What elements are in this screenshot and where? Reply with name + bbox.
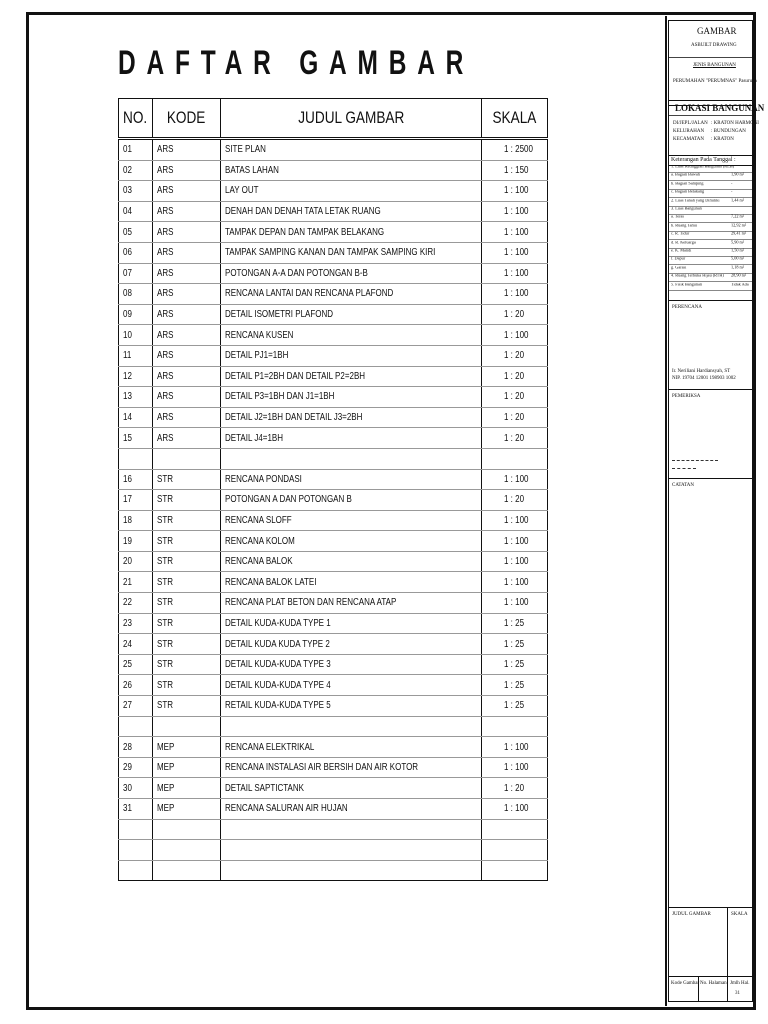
cell-skala: 1 : 20 (482, 407, 548, 428)
luas-line-value: 1,50 m² (731, 249, 745, 254)
cell-kode: STR (153, 572, 221, 593)
signature-line (672, 468, 696, 469)
table-row (119, 551, 548, 572)
luas-line-value: 1,90 m² (731, 173, 745, 178)
table-row (119, 737, 548, 758)
luas-line-label: f. Dapur (671, 257, 686, 262)
jenis-bangunan-label: JENIS BANGUNAN (693, 63, 736, 68)
luas-line-value: 5,00 m² (731, 257, 745, 262)
lokasi-title: LOKASI BANGUNAN (675, 103, 765, 113)
cell-judul: TAMPAK SAMPING KANAN DAN TAMPAK SAMPING KIRI (221, 242, 482, 263)
cell-kode: ARS (153, 222, 221, 243)
cell-kode: STR (153, 696, 221, 717)
cell-no (119, 840, 153, 861)
luas-line-value: - (731, 181, 733, 187)
table-row (119, 201, 548, 222)
cell-judul (221, 840, 482, 861)
cell-judul: RENCANA LANTAI DAN RENCANA PLAFOND (221, 284, 482, 305)
cell-kode: ARS (153, 366, 221, 387)
luas-line-label: c. Bagian Belakang (671, 190, 705, 195)
luas-line-label: 5. Fisik Bangunan (671, 282, 703, 287)
col-header-kode: KODE (153, 99, 221, 139)
luas-line-label: b. Ruang Tamu (671, 223, 697, 229)
cell-no: 15 (119, 428, 153, 449)
col-header-no: NO. (119, 99, 153, 139)
luas-line-label: 2. Luas Tanah yang Dimiliki (671, 198, 720, 203)
sheet-subtitle: ASBUILT DRAWING (691, 43, 737, 48)
cell-judul: RETAIL KUDA-KUDA TYPE 5 (221, 696, 482, 717)
cell-judul: SITE PLAN (221, 139, 482, 161)
cell-judul (221, 716, 482, 737)
perencana-nip: NIP. 19704 12001 198903 1002 (672, 376, 736, 381)
perencana-title: PERENCANA (672, 305, 703, 310)
luas-line-label: a. Bagian Bawah (671, 173, 700, 178)
luas-line-label: 3. Luas Bangunan (671, 207, 702, 212)
table-row (119, 675, 548, 696)
cell-skala: 1 : 20 (482, 778, 548, 799)
cell-kode: ARS (153, 263, 221, 284)
table-row (119, 716, 548, 737)
cell-no: 25 (119, 654, 153, 675)
cell-no: 19 (119, 531, 153, 552)
cell-no (119, 448, 153, 469)
jumlah-halaman-label: Jmlh Hal. (730, 981, 750, 986)
lokasi-label: KELURAHAN (673, 129, 705, 134)
cell-skala: 1 : 100 (482, 469, 548, 490)
cell-judul: RENCANA SALURAN AIR HUJAN (221, 799, 482, 820)
cell-judul: LAY OUT (221, 181, 482, 202)
cell-skala: 1 : 25 (482, 654, 548, 675)
cell-skala: 1 : 2500 (482, 139, 548, 161)
cell-skala: 1 : 100 (482, 799, 548, 820)
cell-skala: 1 : 25 (482, 613, 548, 634)
table-row (119, 345, 548, 366)
table-row (119, 531, 548, 552)
cell-no (119, 819, 153, 840)
cell-kode: STR (153, 675, 221, 696)
cell-skala: 1 : 20 (482, 304, 548, 325)
cell-skala: 1 : 100 (482, 201, 548, 222)
cell-judul: POTONGAN A-A DAN POTONGAN B-B (221, 263, 482, 284)
luas-title: Keterangan Pada Tanggal : (671, 157, 736, 163)
table-header-row (119, 99, 548, 139)
luas-line-label: e. K. Mandi (671, 249, 692, 254)
table-row (119, 593, 548, 614)
cell-no: 12 (119, 366, 153, 387)
page-title: DAFTAR GAMBAR (118, 44, 475, 82)
cell-judul: RENCANA KOLOM (221, 531, 482, 552)
cell-judul: DETAIL J2=1BH DAN DETAIL J3=2BH (221, 407, 482, 428)
cell-no: 28 (119, 737, 153, 758)
col-header-skala: SKALA (482, 99, 548, 139)
cell-judul: RENCANA SLOFF (221, 510, 482, 531)
no-halaman-label: No. Halaman (700, 981, 727, 986)
cell-judul: RENCANA PLAT BETON DAN RENCANA ATAP (221, 593, 482, 614)
pemeriksa-box (668, 389, 753, 479)
luas-line-value: 29,41 m² (731, 232, 747, 237)
table-row (119, 387, 548, 408)
table-row (119, 778, 548, 799)
table-row (119, 572, 548, 593)
table-row (119, 490, 548, 511)
cell-kode: ARS (153, 304, 221, 325)
cell-skala: 1 : 100 (482, 593, 548, 614)
cell-kode: ARS (153, 345, 221, 366)
cell-skala: 1 : 20 (482, 366, 548, 387)
lokasi-value: : BUNDUNGAN (711, 129, 746, 134)
cell-skala (482, 860, 548, 881)
perencana-box (668, 300, 753, 390)
cell-no: 02 (119, 160, 153, 181)
table-row (119, 510, 548, 531)
signature-line (672, 460, 718, 461)
cell-judul: POTONGAN A DAN POTONGAN B (221, 490, 482, 511)
cell-skala (482, 716, 548, 737)
cell-no: 09 (119, 304, 153, 325)
cell-no: 21 (119, 572, 153, 593)
cell-judul: DETAIL KUDA-KUDA TYPE 1 (221, 613, 482, 634)
luas-line-value: 1,18 m² (731, 265, 745, 271)
cell-skala: 1 : 100 (482, 222, 548, 243)
lokasi-value: : KRATON (711, 137, 734, 142)
cell-kode: ARS (153, 407, 221, 428)
catatan-box (668, 478, 753, 908)
cell-no: 03 (119, 181, 153, 202)
table-row (119, 654, 548, 675)
table-row (119, 366, 548, 387)
cell-judul: DETAIL ISOMETRI PLAFOND (221, 304, 482, 325)
table-row (119, 407, 548, 428)
cell-judul: DETAIL KUDA-KUDA TYPE 3 (221, 654, 482, 675)
cell-kode: STR (153, 469, 221, 490)
luas-line-label: d. R. Keluarga (671, 240, 696, 245)
cell-no (119, 716, 153, 737)
luas-line-value: Tidak Ada (731, 282, 749, 287)
cell-kode: STR (153, 551, 221, 572)
luas-line-value: - (731, 190, 733, 195)
lokasi-value: : KRATON HARMONI (711, 121, 759, 126)
cell-kode: STR (153, 531, 221, 552)
cell-judul: RENCANA BALOK LATEI (221, 572, 482, 593)
cell-skala: 1 : 20 (482, 387, 548, 408)
cell-judul: DETAIL KUDA KUDA TYPE 2 (221, 634, 482, 655)
cell-skala: 1 : 100 (482, 572, 548, 593)
table-row (119, 284, 548, 305)
cell-skala: 1 : 150 (482, 160, 548, 181)
cell-no: 08 (119, 284, 153, 305)
cell-kode: ARS (153, 284, 221, 305)
judul-gambar-label: JUDUL GAMBAR (672, 912, 711, 917)
luas-line-value: 12,92 m² (731, 223, 747, 229)
cell-skala: 1 : 100 (482, 551, 548, 572)
sheet-type-title: GAMBAR (697, 26, 737, 36)
cell-kode (153, 448, 221, 469)
cell-kode (153, 860, 221, 881)
luas-line-value: 28,90 m² (731, 274, 747, 279)
cell-no: 26 (119, 675, 153, 696)
cell-judul (221, 819, 482, 840)
jenis-bangunan-value: PERUMAHAN "PERUMNAS" Pasuruan (673, 79, 757, 84)
cell-no: 20 (119, 551, 153, 572)
cell-no: 27 (119, 696, 153, 717)
cell-skala: 1 : 100 (482, 284, 548, 305)
luas-line-label: c. R. Tidur (671, 232, 690, 237)
cell-skala: 1 : 25 (482, 675, 548, 696)
cell-kode: STR (153, 490, 221, 511)
cell-skala: 1 : 100 (482, 737, 548, 758)
table-row (119, 263, 548, 284)
cell-skala: 1 : 100 (482, 325, 548, 346)
cell-no: 07 (119, 263, 153, 284)
table-row (119, 860, 548, 881)
cell-skala: 1 : 20 (482, 428, 548, 449)
cell-no: 17 (119, 490, 153, 511)
cell-kode: STR (153, 613, 221, 634)
table-row (119, 325, 548, 346)
cell-judul: RENCANA KUSEN (221, 325, 482, 346)
table-row (119, 304, 548, 325)
cell-no: 06 (119, 242, 153, 263)
sheet-number-box (668, 976, 753, 1002)
luas-line-label: g. Garasi (671, 265, 687, 271)
cell-skala: 1 : 100 (482, 757, 548, 778)
cell-judul: TAMPAK DEPAN DAN TAMPAK BELAKANG (221, 222, 482, 243)
cell-kode: ARS (153, 387, 221, 408)
table-row (119, 469, 548, 490)
cell-no: 16 (119, 469, 153, 490)
cell-kode: STR (153, 654, 221, 675)
cell-kode: ARS (153, 242, 221, 263)
table-row (119, 428, 548, 449)
cell-judul: DETAIL P3=1BH DAN J1=1BH (221, 387, 482, 408)
cell-kode (153, 819, 221, 840)
luas-line-value: 5,90 m² (731, 240, 745, 245)
pemeriksa-title: PEMERIKSA (672, 394, 701, 399)
cell-no: 30 (119, 778, 153, 799)
cell-judul: DENAH DAN DENAH TATA LETAK RUANG (221, 201, 482, 222)
catatan-title: CATATAN (672, 483, 694, 488)
judul-gambar-box (668, 907, 753, 977)
skala-label: SKALA (731, 912, 748, 917)
table-row (119, 613, 548, 634)
cell-judul: RENCANA INSTALASI AIR BERSIH DAN AIR KOTOR (221, 757, 482, 778)
cell-judul: RENCANA ELEKTRIKAL (221, 737, 482, 758)
cell-skala: 1 : 100 (482, 510, 548, 531)
kode-gambar-label: Kode Gambar (671, 981, 700, 986)
luas-line-label: 1. Luas Ketinggian Bangunan (KLB) (671, 165, 735, 170)
cell-judul: DETAIL P1=2BH DAN DETAIL P2=2BH (221, 366, 482, 387)
luas-line-value: 7,22 m² (731, 215, 745, 220)
table-row (119, 448, 548, 469)
title-block (665, 16, 765, 1006)
cell-kode: STR (153, 593, 221, 614)
table-row (119, 799, 548, 820)
cell-judul: DETAIL SAPTICTANK (221, 778, 482, 799)
cell-no: 22 (119, 593, 153, 614)
table-row (119, 819, 548, 840)
cell-kode: MEP (153, 778, 221, 799)
cell-kode: STR (153, 510, 221, 531)
cell-skala (482, 448, 548, 469)
cell-kode (153, 840, 221, 861)
cell-kode: MEP (153, 799, 221, 820)
cell-no: 18 (119, 510, 153, 531)
table-row (119, 160, 548, 181)
cell-no: 04 (119, 201, 153, 222)
table-row (119, 757, 548, 778)
perencana-name: Ir. Neriliani Hardiansyah, ST (672, 369, 731, 374)
table-row (119, 181, 548, 202)
cell-judul (221, 448, 482, 469)
cell-kode: STR (153, 634, 221, 655)
title-block-header (668, 20, 757, 106)
cell-skala (482, 840, 548, 861)
cell-kode: MEP (153, 737, 221, 758)
luas-line-label: b. Bagian Samping (671, 181, 704, 187)
cell-judul: RENCANA BALOK (221, 551, 482, 572)
cell-kode: ARS (153, 181, 221, 202)
jumlah-halaman-value: 31 (735, 991, 740, 996)
col-header-judul: JUDUL GAMBAR (221, 99, 482, 139)
table-row (119, 139, 548, 161)
drawing-list-table (118, 98, 548, 881)
cell-kode: ARS (153, 428, 221, 449)
cell-judul: DETAIL PJ1=1BH (221, 345, 482, 366)
cell-no: 23 (119, 613, 153, 634)
cell-no: 24 (119, 634, 153, 655)
cell-no: 11 (119, 345, 153, 366)
cell-judul: DETAIL KUDA-KUDA TYPE 4 (221, 675, 482, 696)
cell-skala: 1 : 100 (482, 263, 548, 284)
cell-judul: DETAIL J4=1BH (221, 428, 482, 449)
table-row (119, 242, 548, 263)
cell-skala: 1 : 100 (482, 531, 548, 552)
cell-no: 13 (119, 387, 153, 408)
cell-kode: ARS (153, 201, 221, 222)
cell-skala: 1 : 25 (482, 696, 548, 717)
cell-skala: 1 : 100 (482, 242, 548, 263)
cell-skala: 1 : 20 (482, 345, 548, 366)
cell-no: 31 (119, 799, 153, 820)
table-row (119, 222, 548, 243)
table-row (119, 634, 548, 655)
cell-kode: MEP (153, 757, 221, 778)
lokasi-label: DI/JEPL/JALAN (673, 121, 708, 126)
cell-skala (482, 819, 548, 840)
cell-kode (153, 716, 221, 737)
cell-no (119, 860, 153, 881)
cell-no: 14 (119, 407, 153, 428)
cell-judul (221, 860, 482, 881)
cell-no: 05 (119, 222, 153, 243)
luas-line-label: 4. Ruang Terbuka Hijau (RTH) (671, 274, 724, 279)
table-row (119, 696, 548, 717)
cell-judul: RENCANA PONDASI (221, 469, 482, 490)
cell-kode: ARS (153, 139, 221, 161)
cell-no: 29 (119, 757, 153, 778)
cell-kode: ARS (153, 325, 221, 346)
cell-judul: BATAS LAHAN (221, 160, 482, 181)
table-row (119, 840, 548, 861)
luas-line-label: a. Teras (671, 215, 685, 220)
cell-kode: ARS (153, 160, 221, 181)
cell-no: 01 (119, 139, 153, 161)
cell-skala: 1 : 100 (482, 181, 548, 202)
cell-no: 10 (119, 325, 153, 346)
cell-skala: 1 : 20 (482, 490, 548, 511)
cell-skala: 1 : 25 (482, 634, 548, 655)
luas-box (668, 155, 753, 301)
luas-line-value: 1,44 m² (731, 198, 745, 203)
lokasi-label: KECAMATAN (673, 137, 704, 142)
